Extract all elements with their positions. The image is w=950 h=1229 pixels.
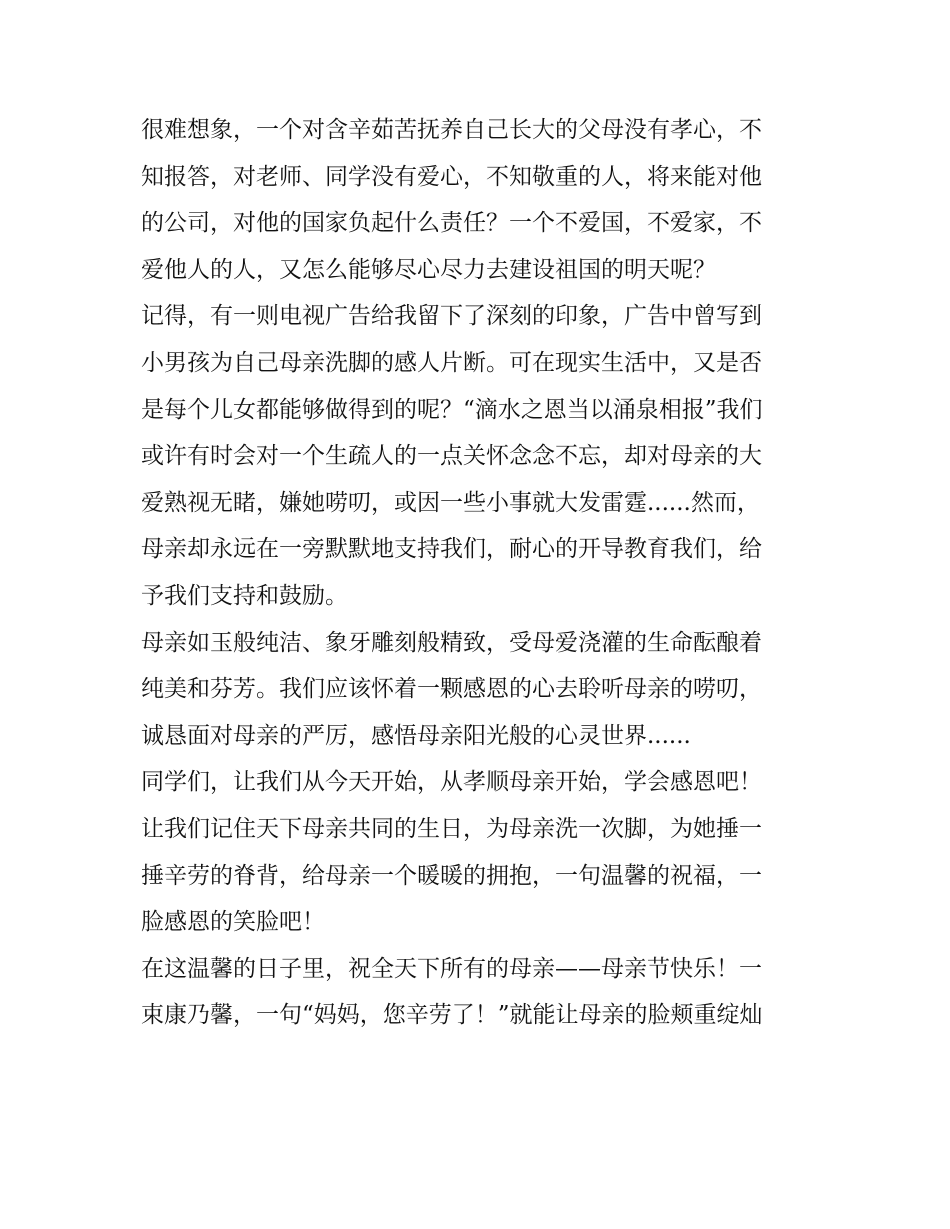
text-line: 母亲如玉般纯洁、象牙雕刻般精致，受母爱浇灌的生命酝酿着 <box>141 629 762 656</box>
text-line: 或许有时会对一个生疏人的一点关怀念念不忘，却对母亲的大 <box>141 443 762 470</box>
text-line: 母亲却永远在一旁默默地支持我们，耐心的开导教育我们，给 <box>141 536 762 563</box>
text-line: 束康乃馨，一句“妈妈，您辛劳了！”就能让母亲的脸颊重绽灿 <box>141 1002 763 1029</box>
text-line: 捶辛劳的脊背，给母亲一个暖暖的拥抱，一句温馨的祝福，一 <box>141 862 762 889</box>
text-line: 小男孩为自己母亲洗脚的感人片断。可在现实生活中，又是否 <box>141 349 762 376</box>
text-line: 诚恳面对母亲的严厉，感悟母亲阳光般的心灵世界...... <box>141 722 691 749</box>
text-line: 让我们记住天下母亲共同的生日，为母亲洗一次脚，为她捶一 <box>141 815 762 842</box>
text-line: 同学们，让我们从今天开始，从孝顺母亲开始，学会感恩吧！ <box>141 769 762 796</box>
text-line: 记得，有一则电视广告给我留下了深刻的印象，广告中曾写到 <box>141 303 762 330</box>
text-line: 予我们支持和鼓励。 <box>141 582 348 609</box>
text-line: 纯美和芬芳。我们应该怀着一颗感恩的心去聆听母亲的唠叨， <box>141 676 762 703</box>
text-line: 的公司，对他的国家负起什么责任？一个不爱国，不爱家，不 <box>141 210 762 237</box>
text-line: 在这温馨的日子里，祝全天下所有的母亲——母亲节快乐！一 <box>141 955 762 982</box>
text-line: 爱他人的人，又怎么能够尽心尽力去建设祖国的明天呢？ <box>141 256 716 283</box>
text-line: 是每个儿女都能够做得到的呢？“滴水之恩当以涌泉相报”我们 <box>141 396 763 423</box>
text-line: 知报答，对老师、同学没有爱心，不知敬重的人，将来能对他 <box>141 163 762 190</box>
text-line: 爱熟视无睹，嫌她唠叨，或因一些小事就大发雷霆......然而， <box>141 489 760 516</box>
body-text <box>141 107 821 1039</box>
text-line: 很难想象，一个对含辛茹苦抚养自己长大的父母没有孝心，不 <box>141 117 762 143</box>
text-line: 脸感恩的笑脸吧！ <box>141 909 325 936</box>
